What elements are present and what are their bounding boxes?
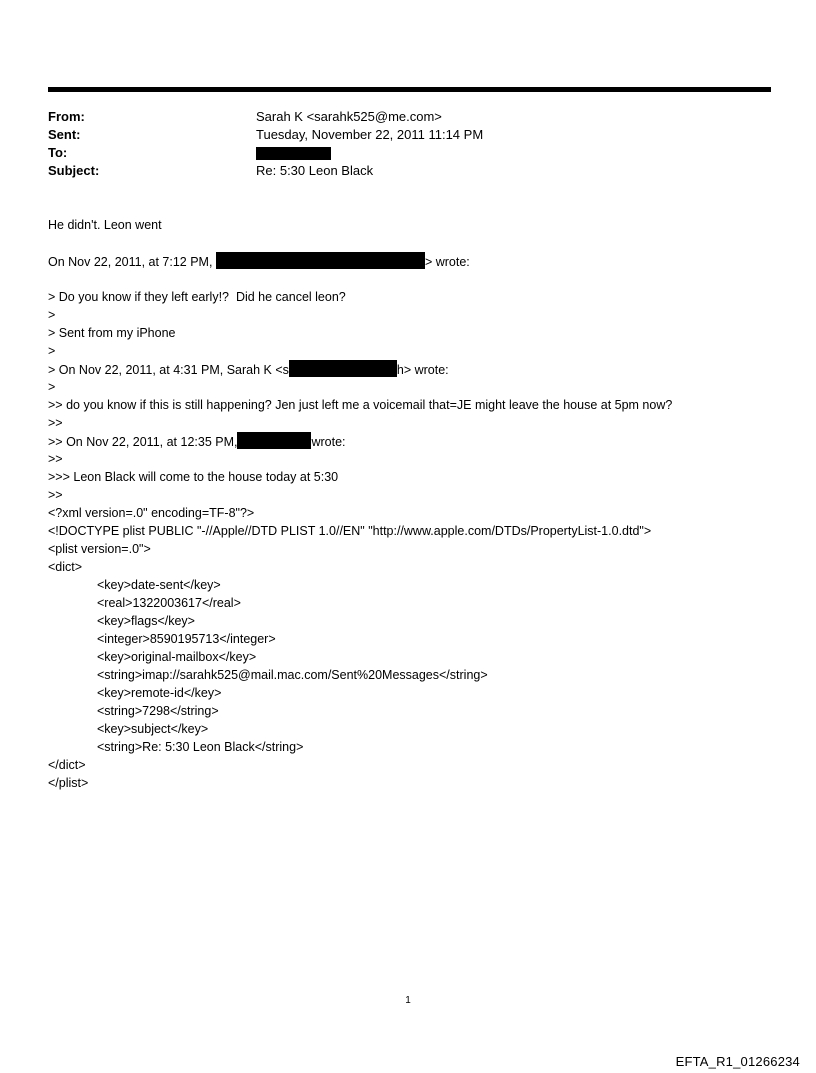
quote-line: > — [48, 380, 56, 394]
quote-header-3-prefix: >> On Nov 22, 2011, at 12:35 PM, — [48, 435, 238, 449]
xml-line: </plist> — [48, 776, 89, 790]
subject-label: Subject: — [48, 163, 100, 178]
sent-value: Tuesday, November 22, 2011 11:14 PM — [256, 127, 484, 142]
xml-line: <key>subject</key> — [97, 722, 209, 736]
quote-header-1-suffix: > wrote: — [424, 255, 470, 269]
xml-line: <string>Re: 5:30 Leon Black</string> — [97, 740, 304, 754]
xml-line: <plist version=.0"> — [48, 542, 151, 556]
quote-line: >>> Leon Black will come to the house today at 5:30 — [48, 470, 339, 484]
xml-line: <key>original-mailbox</key> — [97, 650, 257, 664]
xml-line: <integer>8590195713</integer> — [97, 632, 276, 646]
quote-header-1-prefix: On Nov 22, 2011, at 7:12 PM, — [48, 255, 213, 269]
quote-header-3 — [48, 432, 346, 451]
xml-line: <string>7298</string> — [97, 704, 219, 718]
xml-line: <?xml version=.0" encoding=TF-8"?> — [48, 506, 255, 520]
quote-line: > — [48, 308, 56, 322]
xml-line: <!DOCTYPE plist PUBLIC "-//Apple//DTD PLIST 1.0//EN" "http://www.apple.com/DTDs/PropertyList-1.0.dtd"> — [48, 524, 652, 538]
redaction-bar — [289, 360, 397, 377]
quote-header-2-suffix: > wrote: — [403, 363, 449, 377]
quote-line: > — [48, 344, 56, 358]
subject-value: Re: 5:30 Leon Black — [256, 163, 374, 178]
page-number: 1 — [405, 995, 411, 1006]
redaction-bar — [256, 147, 331, 160]
xml-line: <string>imap://sarahk525@mail.mac.com/Sent%20Messages</string> — [97, 668, 488, 682]
bates-number: EFTA_R1_01266234 — [675, 1054, 800, 1069]
xml-line: <dict> — [48, 560, 83, 574]
to-value — [256, 144, 331, 162]
quote-line: >> — [48, 488, 63, 502]
to-label: To: — [48, 145, 68, 160]
xml-line: <key>date-sent</key> — [97, 578, 221, 592]
quote-header-1 — [48, 252, 470, 271]
redaction-bar — [216, 252, 425, 269]
quote-line: >> — [48, 416, 63, 430]
quote-line: > Do you know if they left early!? Did he cancel leon? — [48, 290, 346, 304]
sent-label: Sent: — [48, 127, 81, 142]
xml-line: </dict> — [48, 758, 86, 772]
quote-line: >> do you know if this is still happening? Jen just left me a voicemail that=JE might leave the house at 5pm now? — [48, 398, 673, 412]
reply-text: He didn't. Leon went — [48, 218, 162, 232]
redaction-bar — [237, 432, 311, 449]
quote-header-2-mid: h — [396, 363, 404, 377]
xml-line: <key>flags</key> — [97, 614, 195, 628]
header-rule — [48, 87, 771, 92]
quote-header-2 — [48, 360, 449, 379]
from-value: Sarah K <sarahk525@me.com> — [256, 109, 442, 124]
xml-line: <key>remote-id</key> — [97, 686, 222, 700]
quote-header-3-suffix: wrote: — [311, 435, 346, 449]
quote-header-2-prefix: > On Nov 22, 2011, at 4:31 PM, Sarah K <s — [48, 363, 289, 377]
quote-line: >> — [48, 452, 63, 466]
quote-line: > Sent from my iPhone — [48, 326, 176, 340]
from-label: From: — [48, 109, 85, 124]
xml-line: <real>1322003617</real> — [97, 596, 241, 610]
